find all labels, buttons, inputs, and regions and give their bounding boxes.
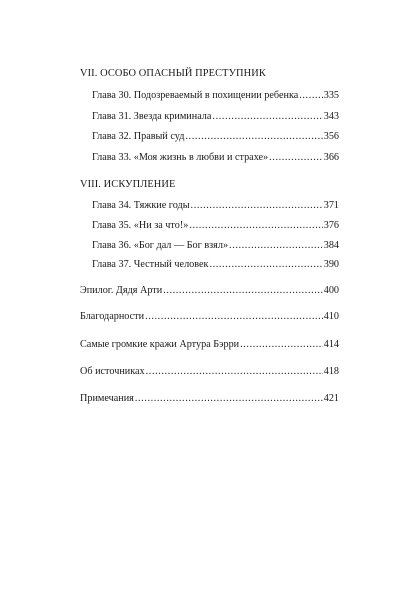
dot-leader bbox=[229, 239, 323, 253]
section-title: VIII. ИСКУПЛЕНИЕ bbox=[80, 179, 176, 190]
entry-label: Эпилог. Дядя Арти bbox=[80, 285, 163, 296]
entry-label: Глава 36. «Бог дал — Бог взял» bbox=[92, 240, 229, 251]
toc-entry[interactable] bbox=[80, 310, 339, 324]
page-number: 414 bbox=[323, 339, 339, 350]
page-number: 421 bbox=[323, 393, 339, 404]
page-number: 410 bbox=[323, 311, 339, 322]
toc-entry[interactable] bbox=[92, 110, 339, 124]
page-number: 418 bbox=[323, 366, 339, 377]
dot-leader bbox=[185, 130, 322, 144]
page-number: 356 bbox=[323, 131, 339, 142]
entry-label: Глава 32. Правый суд bbox=[92, 131, 185, 142]
toc-entry[interactable] bbox=[92, 258, 339, 272]
toc-entry[interactable] bbox=[92, 199, 339, 213]
dot-leader bbox=[299, 89, 322, 103]
toc-entry[interactable] bbox=[92, 239, 339, 253]
dot-leader bbox=[146, 365, 323, 379]
toc-entry[interactable] bbox=[92, 219, 339, 233]
page-number: 376 bbox=[323, 220, 339, 231]
dot-leader bbox=[209, 258, 322, 272]
dot-leader bbox=[189, 219, 322, 233]
entry-label: Глава 37. Честный человек bbox=[92, 259, 209, 270]
dot-leader bbox=[191, 199, 323, 213]
toc-entry[interactable] bbox=[92, 151, 339, 165]
page-number: 390 bbox=[323, 259, 339, 270]
entry-label: Глава 35. «Ни за что!» bbox=[92, 220, 189, 231]
dot-leader bbox=[240, 338, 323, 352]
entry-label: Глава 33. «Моя жизнь в любви и страхе» bbox=[92, 152, 269, 163]
dot-leader bbox=[145, 310, 323, 324]
entry-label: Об источниках bbox=[80, 366, 145, 377]
toc-entry[interactable] bbox=[80, 284, 339, 298]
page-number: 335 bbox=[323, 90, 339, 101]
entry-label: Глава 30. Подозреваемый в похищении ребенка bbox=[92, 90, 299, 101]
entry-label: Глава 34. Тяжкие годы bbox=[92, 200, 190, 211]
dot-leader bbox=[212, 110, 322, 124]
page-number: 400 bbox=[323, 285, 339, 296]
page-number: 343 bbox=[323, 111, 339, 122]
dot-leader bbox=[135, 392, 323, 406]
toc-entry[interactable] bbox=[92, 89, 339, 103]
toc-entry[interactable] bbox=[80, 365, 339, 379]
page-number: 384 bbox=[323, 240, 339, 251]
toc-entry[interactable] bbox=[80, 392, 339, 406]
entry-label: Благодарности bbox=[80, 311, 145, 322]
entry-label: Самые громкие кражи Артура Бэрри bbox=[80, 339, 240, 350]
page-number: 366 bbox=[323, 152, 339, 163]
dot-leader bbox=[269, 151, 323, 165]
dot-leader bbox=[163, 284, 323, 298]
toc-entry[interactable] bbox=[80, 338, 339, 352]
entry-label: Примечания bbox=[80, 393, 134, 404]
entry-label: Глава 31. Звезда криминала bbox=[92, 111, 212, 122]
section-title: VII. ОСОБО ОПАСНЫЙ ПРЕСТУПНИК bbox=[80, 68, 266, 79]
page-number: 371 bbox=[323, 200, 339, 211]
toc-entry[interactable] bbox=[92, 130, 339, 144]
